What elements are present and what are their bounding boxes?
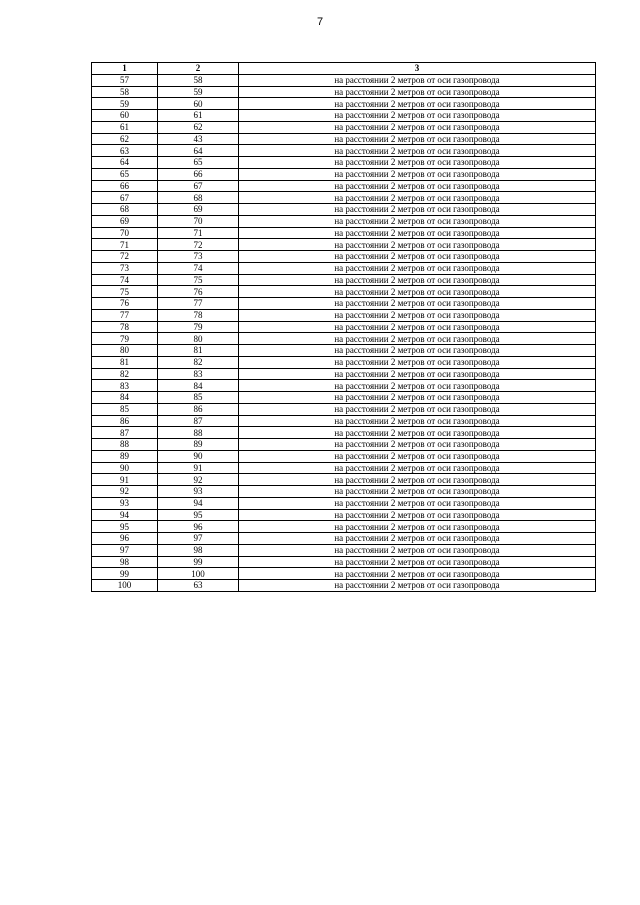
table-row bbox=[92, 450, 596, 462]
cell-to-point: 96 bbox=[158, 521, 239, 533]
cell-description: на расстоянии 2 метров от оси газопровода bbox=[239, 274, 596, 286]
column-header-3: 3 bbox=[239, 63, 596, 75]
cell-description: на расстоянии 2 метров от оси газопровода bbox=[239, 392, 596, 404]
cell-to-point: 86 bbox=[158, 403, 239, 415]
table-row bbox=[92, 356, 596, 368]
cell-to-point: 82 bbox=[158, 356, 239, 368]
table-row bbox=[92, 533, 596, 545]
table-row bbox=[92, 544, 596, 556]
cell-from-point: 79 bbox=[92, 333, 158, 345]
cell-from-point: 81 bbox=[92, 356, 158, 368]
table-row bbox=[92, 86, 596, 98]
cell-to-point: 59 bbox=[158, 86, 239, 98]
cell-from-point: 88 bbox=[92, 439, 158, 451]
cell-description: на расстоянии 2 метров от оси газопровода bbox=[239, 474, 596, 486]
cell-to-point: 87 bbox=[158, 415, 239, 427]
cell-from-point: 70 bbox=[92, 227, 158, 239]
cell-description: на расстоянии 2 метров от оси газопровода bbox=[239, 403, 596, 415]
cell-to-point: 58 bbox=[158, 74, 239, 86]
cell-from-point: 82 bbox=[92, 368, 158, 380]
cell-to-point: 64 bbox=[158, 145, 239, 157]
cell-to-point: 99 bbox=[158, 556, 239, 568]
cell-description: на расстоянии 2 метров от оси газопровода bbox=[239, 110, 596, 122]
cell-to-point: 80 bbox=[158, 333, 239, 345]
cell-description: на расстоянии 2 метров от оси газопровода bbox=[239, 204, 596, 216]
cell-to-point: 89 bbox=[158, 439, 239, 451]
cell-description: на расстоянии 2 метров от оси газопровода bbox=[239, 486, 596, 498]
cell-from-point: 64 bbox=[92, 157, 158, 169]
cell-description: на расстоянии 2 метров от оси газопровода bbox=[239, 145, 596, 157]
cell-from-point: 63 bbox=[92, 145, 158, 157]
cell-from-point: 84 bbox=[92, 392, 158, 404]
cell-from-point: 96 bbox=[92, 533, 158, 545]
table-row bbox=[92, 145, 596, 157]
cell-to-point: 69 bbox=[158, 204, 239, 216]
cell-to-point: 77 bbox=[158, 298, 239, 310]
cell-description: на расстоянии 2 метров от оси газопровода bbox=[239, 415, 596, 427]
cell-from-point: 67 bbox=[92, 192, 158, 204]
column-header-1: 1 bbox=[92, 63, 158, 75]
cell-from-point: 90 bbox=[92, 462, 158, 474]
table-row bbox=[92, 321, 596, 333]
table-row bbox=[92, 497, 596, 509]
cell-description: на расстоянии 2 метров от оси газопровода bbox=[239, 74, 596, 86]
cell-from-point: 66 bbox=[92, 180, 158, 192]
cell-from-point: 99 bbox=[92, 568, 158, 580]
cell-to-point: 97 bbox=[158, 533, 239, 545]
table-row bbox=[92, 521, 596, 533]
table-row bbox=[92, 239, 596, 251]
cell-to-point: 100 bbox=[158, 568, 239, 580]
cell-description: на расстоянии 2 метров от оси газопровода bbox=[239, 192, 596, 204]
cell-description: на расстоянии 2 метров от оси газопровода bbox=[239, 215, 596, 227]
cell-to-point: 71 bbox=[158, 227, 239, 239]
cell-description: на расстоянии 2 метров от оси газопровода bbox=[239, 521, 596, 533]
table-row bbox=[92, 345, 596, 357]
cell-description: на расстоянии 2 метров от оси газопровода bbox=[239, 544, 596, 556]
cell-description: на расстоянии 2 метров от оси газопровода bbox=[239, 180, 596, 192]
cell-description: на расстоянии 2 метров от оси газопровода bbox=[239, 321, 596, 333]
cell-from-point: 95 bbox=[92, 521, 158, 533]
cell-from-point: 97 bbox=[92, 544, 158, 556]
cell-to-point: 95 bbox=[158, 509, 239, 521]
table-row bbox=[92, 262, 596, 274]
cell-description: на расстоянии 2 метров от оси газопровода bbox=[239, 356, 596, 368]
table-row bbox=[92, 274, 596, 286]
cell-from-point: 93 bbox=[92, 497, 158, 509]
table-row bbox=[92, 309, 596, 321]
cell-from-point: 85 bbox=[92, 403, 158, 415]
cell-from-point: 60 bbox=[92, 110, 158, 122]
cell-from-point: 62 bbox=[92, 133, 158, 145]
column-header-2: 2 bbox=[158, 63, 239, 75]
cell-description: на расстоянии 2 метров от оси газопровода bbox=[239, 497, 596, 509]
cell-description: на расстоянии 2 метров от оси газопровода bbox=[239, 227, 596, 239]
cell-description: на расстоянии 2 метров от оси газопровода bbox=[239, 345, 596, 357]
table-header-row bbox=[92, 63, 596, 75]
table-row bbox=[92, 227, 596, 239]
cell-to-point: 84 bbox=[158, 380, 239, 392]
cell-from-point: 77 bbox=[92, 309, 158, 321]
cell-to-point: 60 bbox=[158, 98, 239, 110]
cell-from-point: 89 bbox=[92, 450, 158, 462]
table-row bbox=[92, 286, 596, 298]
table-row bbox=[92, 133, 596, 145]
cell-to-point: 61 bbox=[158, 110, 239, 122]
cell-from-point: 71 bbox=[92, 239, 158, 251]
cell-description: на расстоянии 2 метров от оси газопровода bbox=[239, 133, 596, 145]
cell-description: на расстоянии 2 метров от оси газопровода bbox=[239, 86, 596, 98]
cell-from-point: 76 bbox=[92, 298, 158, 310]
cell-from-point: 80 bbox=[92, 345, 158, 357]
cell-description: на расстоянии 2 метров от оси газопровода bbox=[239, 533, 596, 545]
cell-description: на расстоянии 2 метров от оси газопровода bbox=[239, 439, 596, 451]
cell-from-point: 92 bbox=[92, 486, 158, 498]
cell-from-point: 78 bbox=[92, 321, 158, 333]
table-row bbox=[92, 427, 596, 439]
cell-description: на расстоянии 2 метров от оси газопровода bbox=[239, 157, 596, 169]
cell-to-point: 76 bbox=[158, 286, 239, 298]
cell-from-point: 98 bbox=[92, 556, 158, 568]
table-row bbox=[92, 333, 596, 345]
table-row bbox=[92, 251, 596, 263]
table-row bbox=[92, 580, 596, 592]
cell-to-point: 65 bbox=[158, 157, 239, 169]
cell-to-point: 66 bbox=[158, 168, 239, 180]
cell-from-point: 57 bbox=[92, 74, 158, 86]
table-row bbox=[92, 509, 596, 521]
cell-to-point: 98 bbox=[158, 544, 239, 556]
cell-from-point: 59 bbox=[92, 98, 158, 110]
cell-description: на расстоянии 2 метров от оси газопровода bbox=[239, 239, 596, 251]
table-row bbox=[92, 462, 596, 474]
cell-description: на расстоянии 2 метров от оси газопровода bbox=[239, 509, 596, 521]
cell-from-point: 58 bbox=[92, 86, 158, 98]
cell-description: на расстоянии 2 метров от оси газопровода bbox=[239, 380, 596, 392]
cell-description: на расстоянии 2 метров от оси газопровода bbox=[239, 462, 596, 474]
cell-description: на расстоянии 2 метров от оси газопровода bbox=[239, 251, 596, 263]
cell-from-point: 91 bbox=[92, 474, 158, 486]
cell-to-point: 88 bbox=[158, 427, 239, 439]
cell-to-point: 43 bbox=[158, 133, 239, 145]
cell-to-point: 68 bbox=[158, 192, 239, 204]
cell-description: на расстоянии 2 метров от оси газопровода bbox=[239, 168, 596, 180]
table-body bbox=[92, 74, 596, 591]
cell-to-point: 83 bbox=[158, 368, 239, 380]
cell-from-point: 86 bbox=[92, 415, 158, 427]
table-row bbox=[92, 204, 596, 216]
cell-description: на расстоянии 2 метров от оси газопровода bbox=[239, 450, 596, 462]
cell-description: на расстоянии 2 метров от оси газопровода bbox=[239, 427, 596, 439]
cell-description: на расстоянии 2 метров от оси газопровода bbox=[239, 568, 596, 580]
table-row bbox=[92, 180, 596, 192]
cell-to-point: 93 bbox=[158, 486, 239, 498]
cell-to-point: 92 bbox=[158, 474, 239, 486]
table-row bbox=[92, 110, 596, 122]
cell-from-point: 69 bbox=[92, 215, 158, 227]
cell-to-point: 73 bbox=[158, 251, 239, 263]
table-row bbox=[92, 215, 596, 227]
cell-to-point: 81 bbox=[158, 345, 239, 357]
cell-description: на расстоянии 2 метров от оси газопровода bbox=[239, 368, 596, 380]
cell-to-point: 91 bbox=[158, 462, 239, 474]
table-row bbox=[92, 392, 596, 404]
cell-to-point: 78 bbox=[158, 309, 239, 321]
cell-description: на расстоянии 2 метров от оси газопровода bbox=[239, 121, 596, 133]
cell-from-point: 65 bbox=[92, 168, 158, 180]
cell-to-point: 63 bbox=[158, 580, 239, 592]
cell-to-point: 74 bbox=[158, 262, 239, 274]
cell-to-point: 94 bbox=[158, 497, 239, 509]
cell-description: на расстоянии 2 метров от оси газопровода bbox=[239, 298, 596, 310]
cell-to-point: 90 bbox=[158, 450, 239, 462]
table-row bbox=[92, 474, 596, 486]
table-row bbox=[92, 168, 596, 180]
cell-from-point: 94 bbox=[92, 509, 158, 521]
cell-to-point: 70 bbox=[158, 215, 239, 227]
cell-from-point: 68 bbox=[92, 204, 158, 216]
cell-from-point: 74 bbox=[92, 274, 158, 286]
table-row bbox=[92, 98, 596, 110]
cell-description: на расстоянии 2 метров от оси газопровода bbox=[239, 580, 596, 592]
cell-description: на расстоянии 2 метров от оси газопровода bbox=[239, 556, 596, 568]
table-row bbox=[92, 74, 596, 86]
cell-description: на расстоянии 2 метров от оси газопровода bbox=[239, 98, 596, 110]
cell-description: на расстоянии 2 метров от оси газопровода bbox=[239, 262, 596, 274]
table-row bbox=[92, 403, 596, 415]
cell-from-point: 61 bbox=[92, 121, 158, 133]
table-row bbox=[92, 556, 596, 568]
table-row bbox=[92, 439, 596, 451]
cell-from-point: 75 bbox=[92, 286, 158, 298]
boundary-table bbox=[91, 62, 596, 592]
cell-from-point: 73 bbox=[92, 262, 158, 274]
page-number: 7 bbox=[316, 16, 324, 28]
cell-description: на расстоянии 2 метров от оси газопровода bbox=[239, 309, 596, 321]
table-row bbox=[92, 380, 596, 392]
table-row bbox=[92, 157, 596, 169]
table-row bbox=[92, 486, 596, 498]
table-row bbox=[92, 368, 596, 380]
table-row bbox=[92, 298, 596, 310]
table-row bbox=[92, 121, 596, 133]
table-row bbox=[92, 568, 596, 580]
cell-from-point: 72 bbox=[92, 251, 158, 263]
cell-description: на расстоянии 2 метров от оси газопровода bbox=[239, 333, 596, 345]
cell-to-point: 75 bbox=[158, 274, 239, 286]
cell-to-point: 62 bbox=[158, 121, 239, 133]
cell-to-point: 67 bbox=[158, 180, 239, 192]
cell-to-point: 85 bbox=[158, 392, 239, 404]
cell-from-point: 100 bbox=[92, 580, 158, 592]
cell-to-point: 79 bbox=[158, 321, 239, 333]
cell-to-point: 72 bbox=[158, 239, 239, 251]
cell-from-point: 87 bbox=[92, 427, 158, 439]
cell-from-point: 83 bbox=[92, 380, 158, 392]
cell-description: на расстоянии 2 метров от оси газопровода bbox=[239, 286, 596, 298]
table-row bbox=[92, 192, 596, 204]
table-row bbox=[92, 415, 596, 427]
